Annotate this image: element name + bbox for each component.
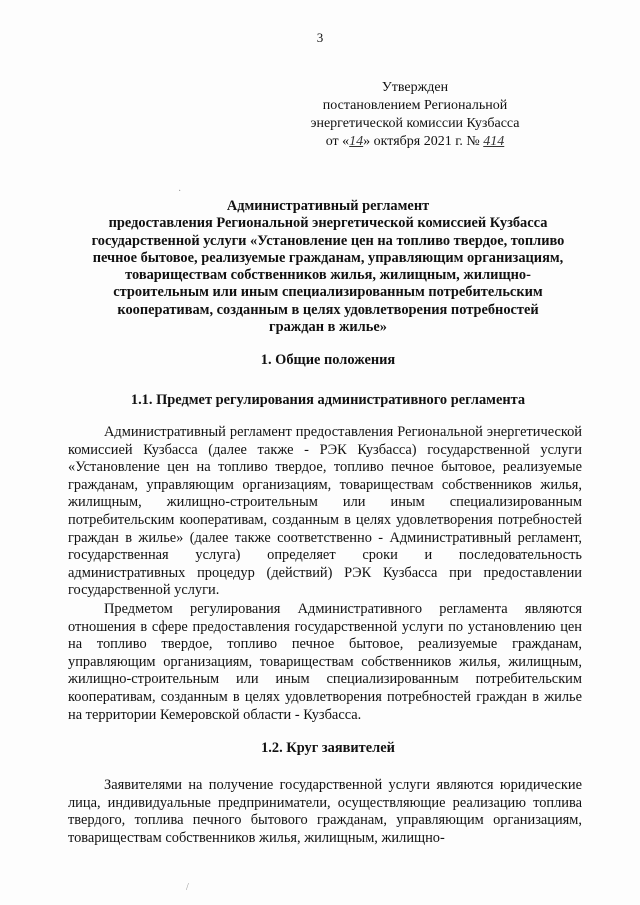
approval-stamp: [300, 79, 530, 151]
section-heading-applicants: 1.2. Круг заявителей: [261, 740, 395, 756]
page-number: 3: [316, 30, 324, 45]
section-heading-general: 1. Общие положения: [260, 352, 396, 368]
approval-line-2: постановлением Региональной: [322, 98, 508, 113]
approval-line-3: энергетической комиссии Кузбасса: [310, 116, 520, 131]
title-line-5: товариществам собственников жилья, жилищным, жилищно-: [125, 267, 531, 284]
section-heading-subject: 1.1. Предмет регулирования административного регламента: [130, 392, 526, 408]
approval-line-1: Утвержден: [381, 80, 449, 95]
scan-speck-bottom: /: [186, 882, 189, 893]
title-line-6: строительным или иным специализированным потребительским: [113, 284, 543, 301]
date-mid: » октября 2021 г. №: [363, 134, 480, 149]
paragraph-subject-1: Административный регламент предоставления Региональной энергетической комиссией Кузбасса (далее также - РЭК Кузбасса) государственной услуги «Установление цен на топливо твердое, топливо печное бытовое, реализуемые гражданам, управляющим организациям, товариществам собственников жилья, жилищным, жилищно-строительным или иным специализированным потребительским кооперативам, созданным в целях удовлетворения потребностей граждан в жилье» (далее также соответственно - Административный регламент, государственная услуга) определяет сроки и последовательность административных процедур (действий) РЭК Кузбасса при предоставлении государственной услуги.: [68, 424, 582, 599]
title-line-7: кооперативам, созданным в целях удовлетворения потребностей: [117, 301, 539, 318]
handwritten-number: 414: [483, 134, 505, 149]
scan-speck: ·: [178, 186, 182, 197]
approval-date-line: [300, 133, 530, 151]
title-line-3: государственной услуги «Установление цен на топливо твердое, топливо: [91, 232, 565, 249]
handwritten-day: 14: [349, 134, 364, 149]
document-title: [60, 198, 596, 336]
paragraph-applicants-1: Заявителями на получение государственной услуги являются юридические лица, индивидуальные предприниматели, осуществляющие реализацию топлива твердого, топлива печного бытового гражданам, управляющим организациям, товариществам собственников жилья, жилищным, жилищно-: [68, 777, 582, 846]
title-line-8: граждан в жилье»: [269, 319, 387, 336]
date-prefix: от «: [325, 134, 350, 149]
paragraph-subject-2: Предметом регулирования Административного регламента являются отношения в сфере предоставления государственной услуги по установлению цен на топливо твердое, топливо печное бытовое, реализуемые гражданам, управляющим организациям, товариществам собственников жилья, жилищным, жилищно-строительным или иным специализированным потребительским кооперативам, созданным в целях удовлетворения потребностей граждан в жилье на территории Кемеровской области - Кузбасса.: [68, 601, 582, 723]
title-line-1: Административный регламент: [226, 198, 430, 214]
title-line-4: печное бытовое, реализуемые гражданам, управляющим организациям,: [92, 249, 564, 266]
title-line-2: предоставления Региональной энергетической комиссией Кузбасса: [108, 215, 548, 232]
